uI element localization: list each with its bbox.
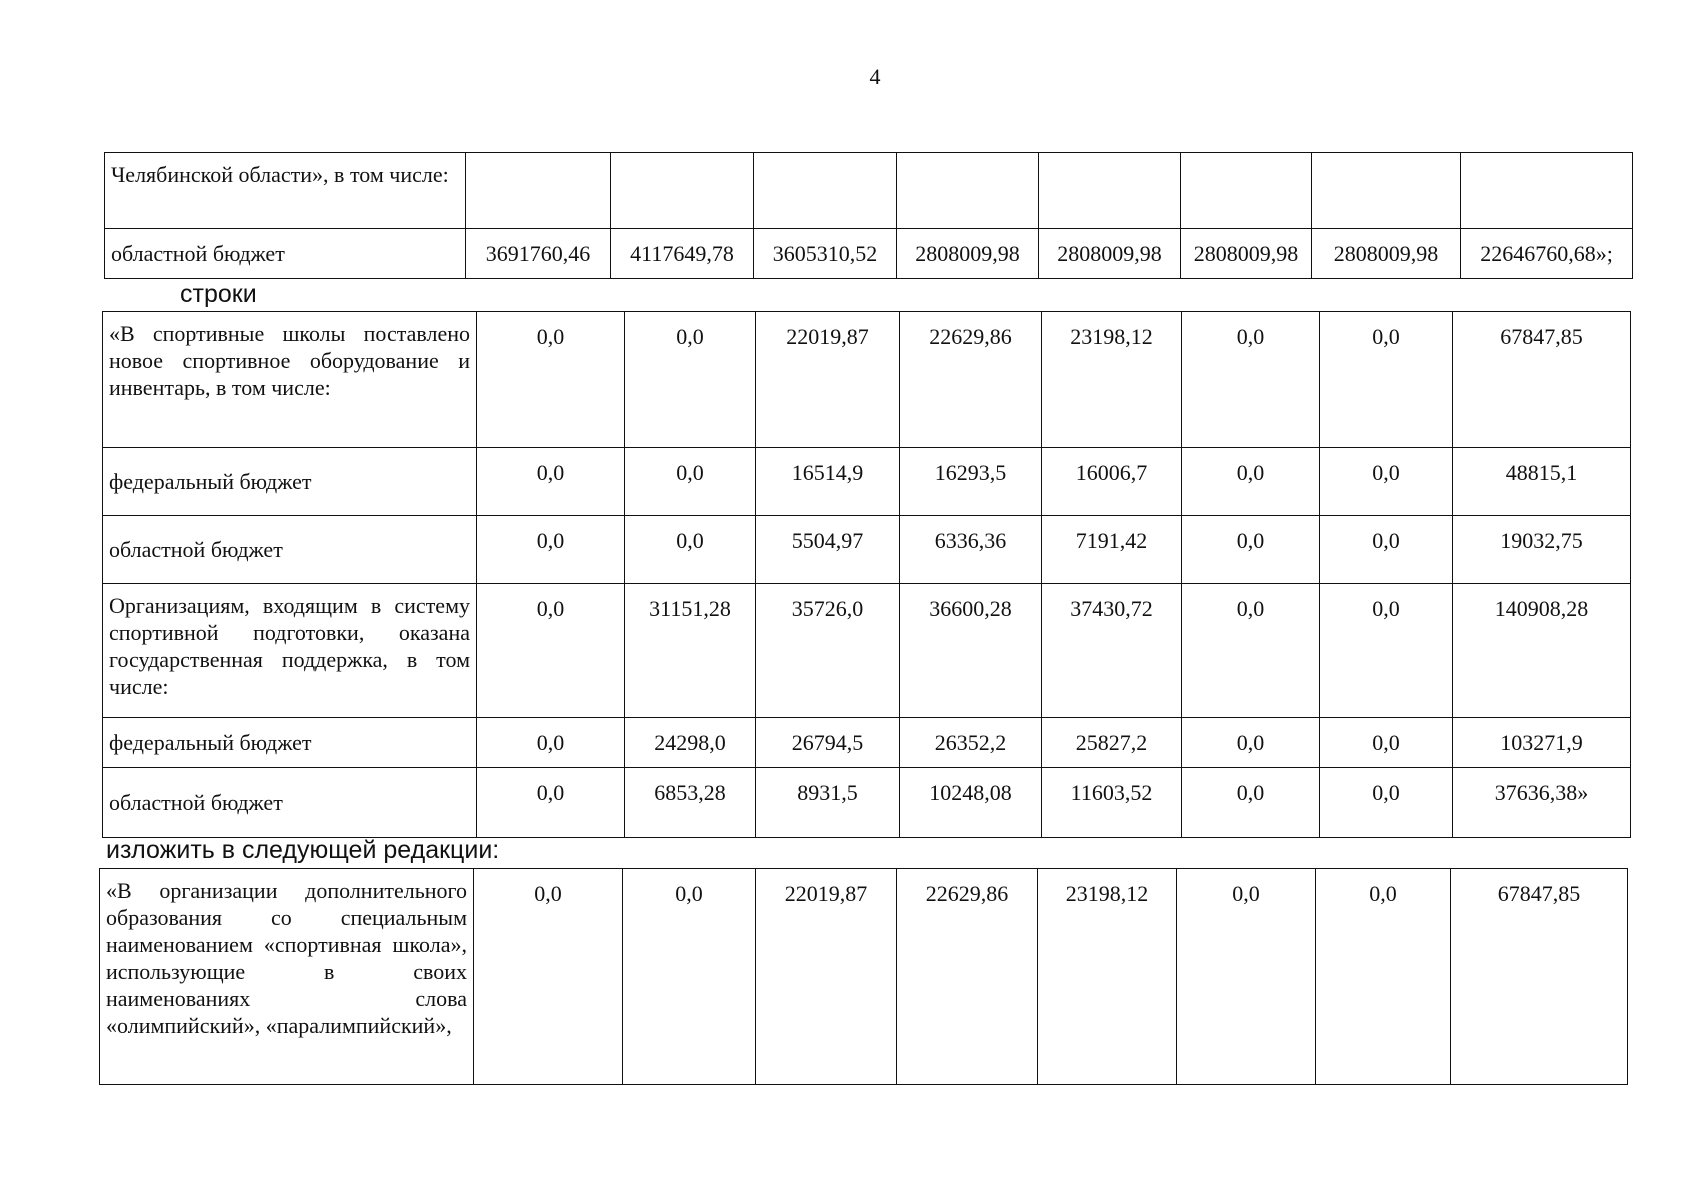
cell-value: 67847,85	[1451, 869, 1628, 1085]
cell-value: 22629,86	[900, 312, 1042, 448]
cell-value: 67847,85	[1453, 312, 1631, 448]
cell-value: 0,0	[1320, 516, 1453, 584]
cell-value: 140908,28	[1453, 584, 1631, 718]
row-label: «В организации дополнительного образования со специальным наименованием «спортивная школа», использующие в своих наименованиях слова «олимпийский», «паралимпийский»,	[100, 869, 474, 1085]
cell-value: 22019,87	[756, 312, 900, 448]
cell-value	[1181, 153, 1312, 229]
table-row	[103, 718, 1631, 768]
cell-value	[1312, 153, 1461, 229]
cell-value	[754, 153, 897, 229]
cell-value: 2808009,98	[1181, 229, 1312, 279]
caption-rows: строки	[180, 280, 257, 308]
cell-value: 4117649,78	[611, 229, 754, 279]
cell-value: 23198,12	[1038, 869, 1177, 1085]
cell-value	[897, 153, 1039, 229]
caption-edit: изложить в следующей редакции:	[106, 836, 500, 864]
cell-value: 22019,87	[756, 869, 897, 1085]
cell-value: 0,0	[625, 312, 756, 448]
cell-value: 22646760,68»;	[1461, 229, 1633, 279]
cell-value	[466, 153, 611, 229]
cell-value: 31151,28	[625, 584, 756, 718]
cell-value: 0,0	[477, 584, 625, 718]
cell-value: 6336,36	[900, 516, 1042, 584]
budget-table-top	[104, 152, 1633, 279]
table-row	[103, 312, 1631, 448]
cell-value: 10248,08	[900, 768, 1042, 838]
table-row	[103, 584, 1631, 718]
cell-value: 37430,72	[1042, 584, 1182, 718]
table-row	[100, 869, 1628, 1085]
cell-value	[1039, 153, 1181, 229]
cell-value: 2808009,98	[1312, 229, 1461, 279]
cell-value	[1461, 153, 1633, 229]
row-label: областной бюджет	[103, 516, 477, 584]
cell-value: 25827,2	[1042, 718, 1182, 768]
cell-value: 0,0	[1182, 312, 1320, 448]
cell-value: 0,0	[1320, 312, 1453, 448]
cell-value: 0,0	[1177, 869, 1316, 1085]
cell-value: 0,0	[1182, 718, 1320, 768]
cell-value: 0,0	[1182, 768, 1320, 838]
cell-value: 0,0	[1182, 448, 1320, 516]
table-row	[105, 229, 1633, 279]
row-label: федеральный бюджет	[103, 448, 477, 516]
budget-table-middle	[102, 311, 1631, 838]
row-label: Организациям, входящим в систему спортивной подготовки, оказана государственная поддержка, в том числе:	[103, 584, 477, 718]
cell-value: 5504,97	[756, 516, 900, 584]
cell-value: 0,0	[1182, 584, 1320, 718]
table-row	[103, 448, 1631, 516]
cell-value: 0,0	[474, 869, 623, 1085]
cell-value: 0,0	[625, 516, 756, 584]
cell-value: 0,0	[477, 516, 625, 584]
cell-value: 36600,28	[900, 584, 1042, 718]
cell-value: 0,0	[1320, 448, 1453, 516]
cell-value: 0,0	[1320, 768, 1453, 838]
cell-value	[611, 153, 754, 229]
cell-value: 35726,0	[756, 584, 900, 718]
cell-value: 2808009,98	[1039, 229, 1181, 279]
row-label: Челябинской области», в том числе:	[105, 153, 466, 229]
cell-value: 16293,5	[900, 448, 1042, 516]
cell-value: 37636,38»	[1453, 768, 1631, 838]
page-number: 4	[869, 64, 881, 89]
cell-value: 0,0	[1182, 516, 1320, 584]
cell-value: 2808009,98	[897, 229, 1039, 279]
cell-value: 22629,86	[897, 869, 1038, 1085]
cell-value: 0,0	[1316, 869, 1451, 1085]
cell-value: 16006,7	[1042, 448, 1182, 516]
cell-value: 16514,9	[756, 448, 900, 516]
cell-value: 7191,42	[1042, 516, 1182, 584]
cell-value: 0,0	[1320, 584, 1453, 718]
cell-value: 8931,5	[756, 768, 900, 838]
table-row	[105, 153, 1633, 229]
cell-value: 0,0	[477, 718, 625, 768]
cell-value: 11603,52	[1042, 768, 1182, 838]
cell-value: 26352,2	[900, 718, 1042, 768]
cell-value: 23198,12	[1042, 312, 1182, 448]
cell-value: 19032,75	[1453, 516, 1631, 584]
cell-value: 24298,0	[625, 718, 756, 768]
row-label: «В спортивные школы поставлено новое спортивное оборудование и инвентарь, в том числе:	[103, 312, 477, 448]
cell-value: 3605310,52	[754, 229, 897, 279]
budget-table-bottom	[99, 868, 1628, 1085]
cell-value: 48815,1	[1453, 448, 1631, 516]
cell-value: 0,0	[477, 768, 625, 838]
cell-value: 0,0	[623, 869, 756, 1085]
cell-value: 103271,9	[1453, 718, 1631, 768]
cell-value: 0,0	[477, 312, 625, 448]
cell-value: 3691760,46	[466, 229, 611, 279]
table-row	[103, 768, 1631, 838]
row-label: областной бюджет	[105, 229, 466, 279]
cell-value: 0,0	[625, 448, 756, 516]
cell-value: 0,0	[477, 448, 625, 516]
cell-value: 26794,5	[756, 718, 900, 768]
cell-value: 6853,28	[625, 768, 756, 838]
cell-value: 0,0	[1320, 718, 1453, 768]
row-label: федеральный бюджет	[103, 718, 477, 768]
table-row	[103, 516, 1631, 584]
row-label: областной бюджет	[103, 768, 477, 838]
